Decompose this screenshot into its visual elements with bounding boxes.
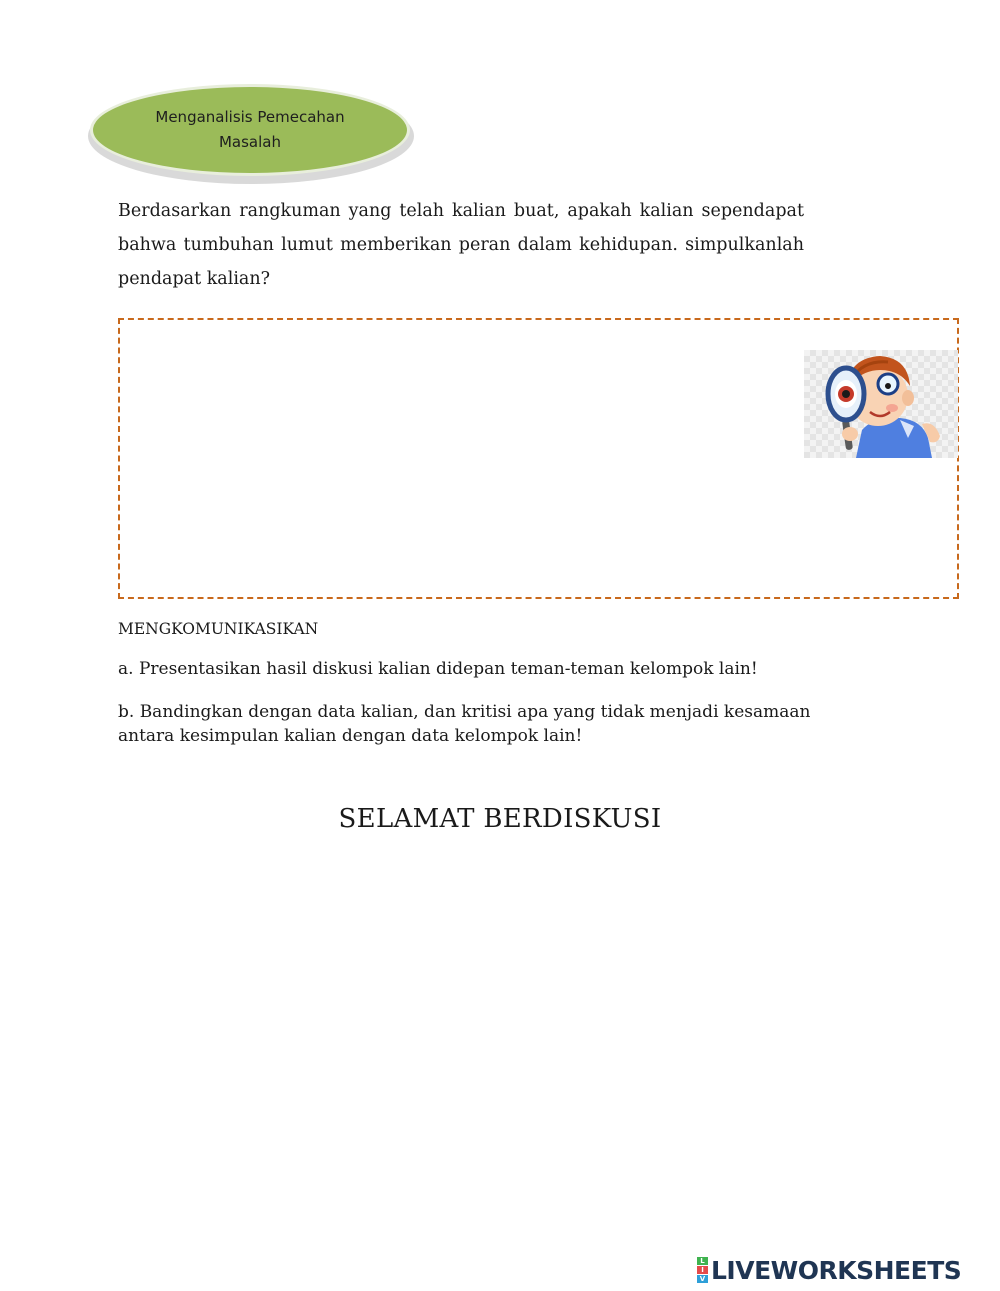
header-badge [90, 84, 410, 176]
logo-blocks-icon [697, 1257, 708, 1283]
answer-input[interactable] [128, 328, 802, 592]
instruction-b: b. Bandingkan dengan data kalian, dan kritisi apa yang tidak menjadi kesamaan antara kesimpulan kalian dengan data kelompok lain! [118, 702, 811, 746]
magnifying-glass-kid-icon [804, 350, 958, 458]
logo-letter-l: L [697, 1257, 708, 1265]
header-badge-text: Menganalisis Pemecahan Masalah [155, 108, 345, 151]
logo-letter-i: I [697, 1266, 708, 1274]
question-text: Berdasarkan rangkuman yang telah kalian buat, apakah kalian sependapat bahwa tumbuhan lumut memberikan peran dalam kehidupan. simpulkanlah pendapat kalian? [118, 201, 804, 289]
brand-name: LIVEWORKSHEETS [711, 1255, 962, 1285]
answer-box[interactable] [118, 318, 959, 599]
communicate-title: MENGKOMUNIKASIKAN [118, 620, 319, 638]
instruction-a: a. Presentasikan hasil diskusi kalian didepan teman-teman kelompok lain! [118, 659, 758, 679]
closing-text: SELAMAT BERDISKUSI [338, 804, 662, 834]
logo-letter-v: V [697, 1275, 708, 1283]
liveworksheets-logo[interactable] [697, 1256, 961, 1284]
kid-illustration [804, 350, 958, 458]
